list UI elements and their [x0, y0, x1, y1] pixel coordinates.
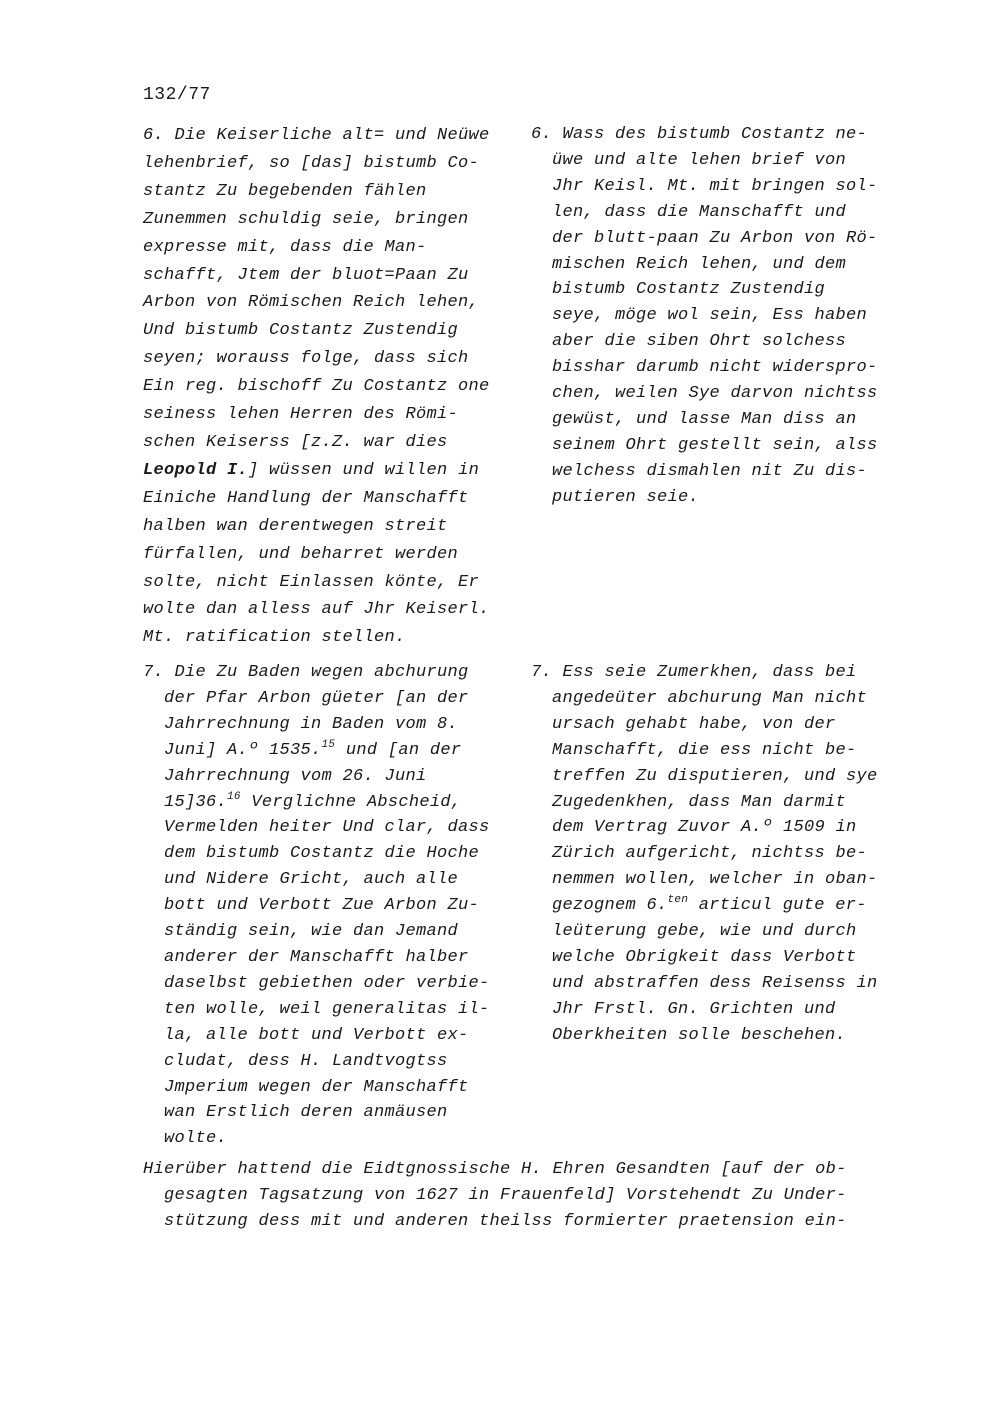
text-fragment: Verglichne Abscheid, [240, 792, 462, 812]
text-fragment: gezognem 6. [531, 896, 668, 916]
text-line: stantz Zu begebenden fählen [143, 181, 427, 201]
text-line: dem bistumb Costantz die Hoche [143, 844, 480, 864]
article-7-left-column [143, 660, 490, 1152]
text-line: Einiche Handlung der Manschafft [143, 488, 469, 508]
text-line: leüterung gebe, wie und durch [531, 922, 857, 942]
text-fragment: articul gute er- [688, 896, 867, 916]
text-line: nemmen wollen, welcher in oban- [531, 870, 878, 890]
text-line: bisshar darumb nicht widerspro- [531, 358, 878, 378]
text-line: 7. Ess seie Zumerkhen, dass bei [531, 663, 857, 682]
article-6-left-column [143, 122, 490, 652]
text-line: Jahrrechnung in Baden vom 8. [143, 714, 459, 734]
ordinal-superscript: ten [667, 894, 689, 907]
text-line: dem Vertrag Zuvor A.º 1509 in [531, 818, 857, 838]
text-line: der blutt-paan Zu Arbon von Rö- [531, 228, 878, 248]
text-line: mischen Reich lehen, und dem [531, 254, 847, 274]
article-6-right-column [531, 122, 878, 511]
text-line: Jahrrechnung vom 26. Juni [143, 766, 427, 786]
text-line: solte, nicht Einlassen könte, Er [143, 572, 480, 592]
text-line: gesagten Tagsatzung von 1627 in Frauenfeld] Vorstehendt Zu Under- [143, 1186, 847, 1205]
text-line: gewüst, und lasse Man diss an [531, 409, 857, 429]
text-fragment: ] wüssen und willen in [248, 460, 480, 480]
text-line: Jmperium wegen der Manschafft [143, 1077, 469, 1097]
text-line: seinem Ohrt gestellt sein, alss [531, 435, 878, 455]
text-line: Jhr Keisl. Mt. mit bringen sol- [531, 176, 878, 196]
text-line: Zugedenkhen, dass Man darmit [531, 792, 847, 812]
text-line: und abstraffen dess Reisenss in [531, 973, 878, 993]
text-line: putieren seie. [531, 487, 700, 507]
text-line: wolte. [143, 1129, 228, 1149]
text-line [143, 790, 490, 816]
text-line: schafft, Jtem der bluot=Paan Zu [143, 265, 469, 285]
text-line: ten wolle, weil generalitas il- [143, 999, 490, 1019]
text-line: 6. Wass des bistumb Costantz ne- [531, 125, 868, 144]
footnote-marker: 15 [321, 738, 336, 751]
text-line: Und bistumb Costantz Zustendig [143, 321, 459, 341]
text-line: Mt. ratification stellen. [143, 628, 406, 648]
text-line: welche Obrigkeit dass Verbott [531, 947, 857, 967]
footnote-marker: 16 [227, 790, 241, 803]
text-line: welchess dismahlen nit Zu dis- [531, 461, 868, 481]
text-line: 6. Die Keiserliche alt= und Neüwe [143, 126, 490, 145]
text-line: len, dass die Manschafft und [531, 202, 847, 222]
text-line: anderer der Manschafft halber [143, 947, 469, 967]
text-line: Manschafft, die ess nicht be- [531, 740, 857, 760]
text-line: wan Erstlich deren anmäusen [143, 1103, 448, 1123]
text-line: stützung dess mit und anderen theilss formierter praetension ein- [143, 1212, 847, 1231]
text-line: ursach gehabt habe, von der [531, 714, 836, 734]
text-line: 7. Die Zu Baden wegen abchurung [143, 663, 469, 682]
text-line: angedeüter abchurung Man nicht [531, 688, 868, 708]
text-line: lehenbrief, so [das] bistumb Co- [143, 153, 480, 173]
page-number: 132/77 [143, 85, 211, 105]
article-7-right-column [531, 660, 878, 1049]
text-line: wolte dan alless auf Jhr Keiserl. [143, 600, 490, 620]
text-line: Vermelden heiter Und clar, dass [143, 818, 490, 838]
text-line: seye, möge wol sein, Ess haben [531, 306, 868, 326]
text-line: Oberkheiten solle beschehen. [531, 1025, 847, 1045]
text-line: bott und Verbott Zue Arbon Zu- [143, 896, 480, 916]
text-line: und Nidere Gricht, auch alle [143, 870, 459, 890]
text-line: ständig sein, wie dan Jemand [143, 922, 459, 942]
text-fragment: 15]36. [143, 792, 228, 812]
text-line: treffen Zu disputieren, und sye [531, 766, 878, 786]
text-line: der Pfar Arbon güeter [an der [143, 688, 469, 708]
text-line: halben wan derentwegen streit [143, 516, 448, 536]
text-line: bistumb Costantz Zustendig [531, 280, 826, 300]
text-line: üwe und alte lehen brief von [531, 150, 847, 170]
text-line: Jhr Frstl. Gn. Grichten und [531, 999, 836, 1019]
text-line: cludat, dess H. Landtvogtss [143, 1051, 448, 1071]
text-line [143, 738, 490, 764]
text-line: expresse mit, dass die Man- [143, 237, 427, 257]
text-line [143, 457, 490, 485]
text-line [531, 893, 878, 919]
text-line: fürfallen, und beharret werden [143, 544, 459, 564]
text-line: aber die siben Ohrt solchess [531, 332, 847, 352]
text-line: chen, weilen Sye darvon nichtss [531, 384, 878, 404]
text-line: daselbst gebiethen oder verbie- [143, 973, 490, 993]
text-line: seyen; worauss folge, dass sich [143, 349, 469, 369]
closing-paragraph [143, 1157, 847, 1235]
text-line: Zunemmen schuldig seie, bringen [143, 209, 469, 229]
text-fragment: Juni] A.º 1535. [143, 740, 322, 760]
text-line: Zürich aufgericht, nichtss be- [531, 844, 868, 864]
text-line: Arbon von Römischen Reich lehen, [143, 293, 480, 313]
text-fragment: und [an der [335, 740, 462, 760]
emperor-name: Leopold I. [143, 460, 249, 480]
text-line: Hierüber hattend die Eidtgnossische H. Ehren Gesandten [auf der ob- [143, 1160, 847, 1179]
text-line: Ein reg. bischoff Zu Costantz one [143, 377, 490, 397]
text-line: seiness lehen Herren des Römi- [143, 405, 459, 425]
text-line: la, alle bott und Verbott ex- [143, 1025, 469, 1045]
text-line: schen Keiserss [z.Z. war dies [143, 432, 448, 452]
